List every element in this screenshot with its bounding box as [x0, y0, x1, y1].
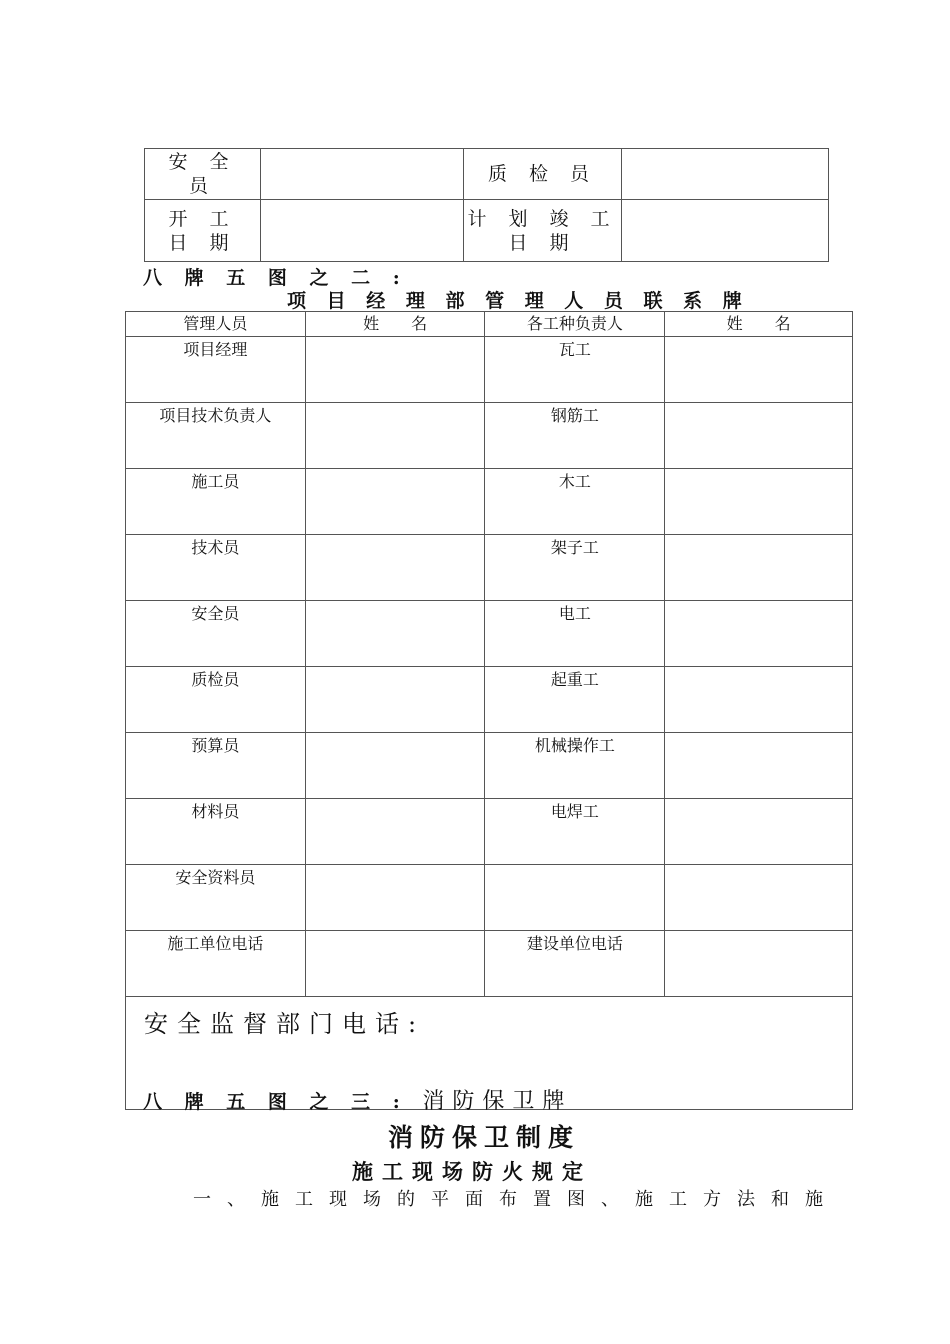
- name-cell[interactable]: [305, 403, 485, 469]
- name-cell[interactable]: [665, 799, 853, 865]
- quality-inspector-label: 质 检 员: [464, 149, 622, 200]
- role-cell: 预算员: [126, 733, 306, 799]
- name-cell[interactable]: [305, 799, 485, 865]
- name-cell[interactable]: [305, 469, 485, 535]
- header-name: 姓 名: [305, 312, 485, 337]
- name-cell[interactable]: [305, 601, 485, 667]
- name-cell[interactable]: [305, 337, 485, 403]
- role-cell: 安全员: [126, 601, 306, 667]
- trade-cell: [485, 865, 665, 931]
- rules-paragraph: 一、施工现场的平面布置图、施工方法和施: [193, 1189, 839, 1210]
- name-cell[interactable]: [305, 733, 485, 799]
- role-cell: 技术员: [126, 535, 306, 601]
- table-row: [126, 469, 853, 535]
- table-row: [126, 601, 853, 667]
- name-cell[interactable]: [665, 667, 853, 733]
- role-cell: 安全资料员: [126, 865, 306, 931]
- table-row: [126, 535, 853, 601]
- role-cell: 项目经理: [126, 337, 306, 403]
- fire-security-title: 消防保卫制度: [388, 1123, 581, 1152]
- start-date-value[interactable]: [261, 200, 464, 262]
- role-cell: 施工员: [126, 469, 306, 535]
- trade-cell: 建设单位电话: [485, 931, 665, 997]
- name-cell[interactable]: [305, 535, 485, 601]
- role-cell: 材料员: [126, 799, 306, 865]
- section-heading-name: 消防保卫牌: [422, 1089, 573, 1114]
- table-row: [126, 667, 853, 733]
- table-row: [126, 931, 853, 997]
- quality-inspector-value[interactable]: [622, 149, 829, 200]
- table-header-row: [126, 312, 853, 337]
- trade-cell: 木工: [485, 469, 665, 535]
- table-row: [126, 733, 853, 799]
- trade-cell: 电焊工: [485, 799, 665, 865]
- role-cell: 质检员: [126, 667, 306, 733]
- name-cell[interactable]: [665, 469, 853, 535]
- planned-completion-label: 计 划 竣 工 日 期: [464, 200, 622, 262]
- name-cell[interactable]: [665, 337, 853, 403]
- header-name: 姓 名: [665, 312, 853, 337]
- header-trade-lead: 各工种负责人: [485, 312, 665, 337]
- trade-cell: 电工: [485, 601, 665, 667]
- safety-supervision-phone: 安全监督部门电话:: [126, 997, 853, 1110]
- table-row: [126, 403, 853, 469]
- name-cell[interactable]: [665, 601, 853, 667]
- table-row: [145, 149, 829, 200]
- name-cell[interactable]: [305, 865, 485, 931]
- table-row: [126, 337, 853, 403]
- trade-cell: 架子工: [485, 535, 665, 601]
- trade-cell: 机械操作工: [485, 733, 665, 799]
- start-date-label: 开 工 日 期: [145, 200, 261, 262]
- name-cell[interactable]: [665, 865, 853, 931]
- name-cell[interactable]: [665, 931, 853, 997]
- section-heading-prefix: 八 牌 五 图 之 三 :: [143, 1091, 408, 1113]
- safety-officer-value[interactable]: [261, 149, 464, 200]
- table-row: [145, 200, 829, 262]
- table-row: [126, 799, 853, 865]
- contact-table: [125, 311, 853, 1110]
- name-cell[interactable]: [305, 931, 485, 997]
- trade-cell: 钢筋工: [485, 403, 665, 469]
- fire-rules-subtitle: 施工现场防火规定: [352, 1159, 592, 1184]
- role-cell: 项目技术负责人: [126, 403, 306, 469]
- safety-officer-label: 安 全 员: [145, 149, 261, 200]
- contact-board-title: 项 目 经 理 部 管 理 人 员 联 系 牌: [287, 290, 749, 312]
- section-heading: [143, 1084, 572, 1115]
- planned-completion-value[interactable]: [622, 200, 829, 262]
- role-cell: 施工单位电话: [126, 931, 306, 997]
- name-cell[interactable]: [665, 733, 853, 799]
- trade-cell: 起重工: [485, 667, 665, 733]
- name-cell[interactable]: [665, 535, 853, 601]
- table-row: [126, 865, 853, 931]
- top-info-table: [144, 148, 829, 262]
- name-cell[interactable]: [665, 403, 853, 469]
- header-management: 管理人员: [126, 312, 306, 337]
- section-heading: 八 牌 五 图 之 二 :: [143, 267, 408, 289]
- name-cell[interactable]: [305, 667, 485, 733]
- trade-cell: 瓦工: [485, 337, 665, 403]
